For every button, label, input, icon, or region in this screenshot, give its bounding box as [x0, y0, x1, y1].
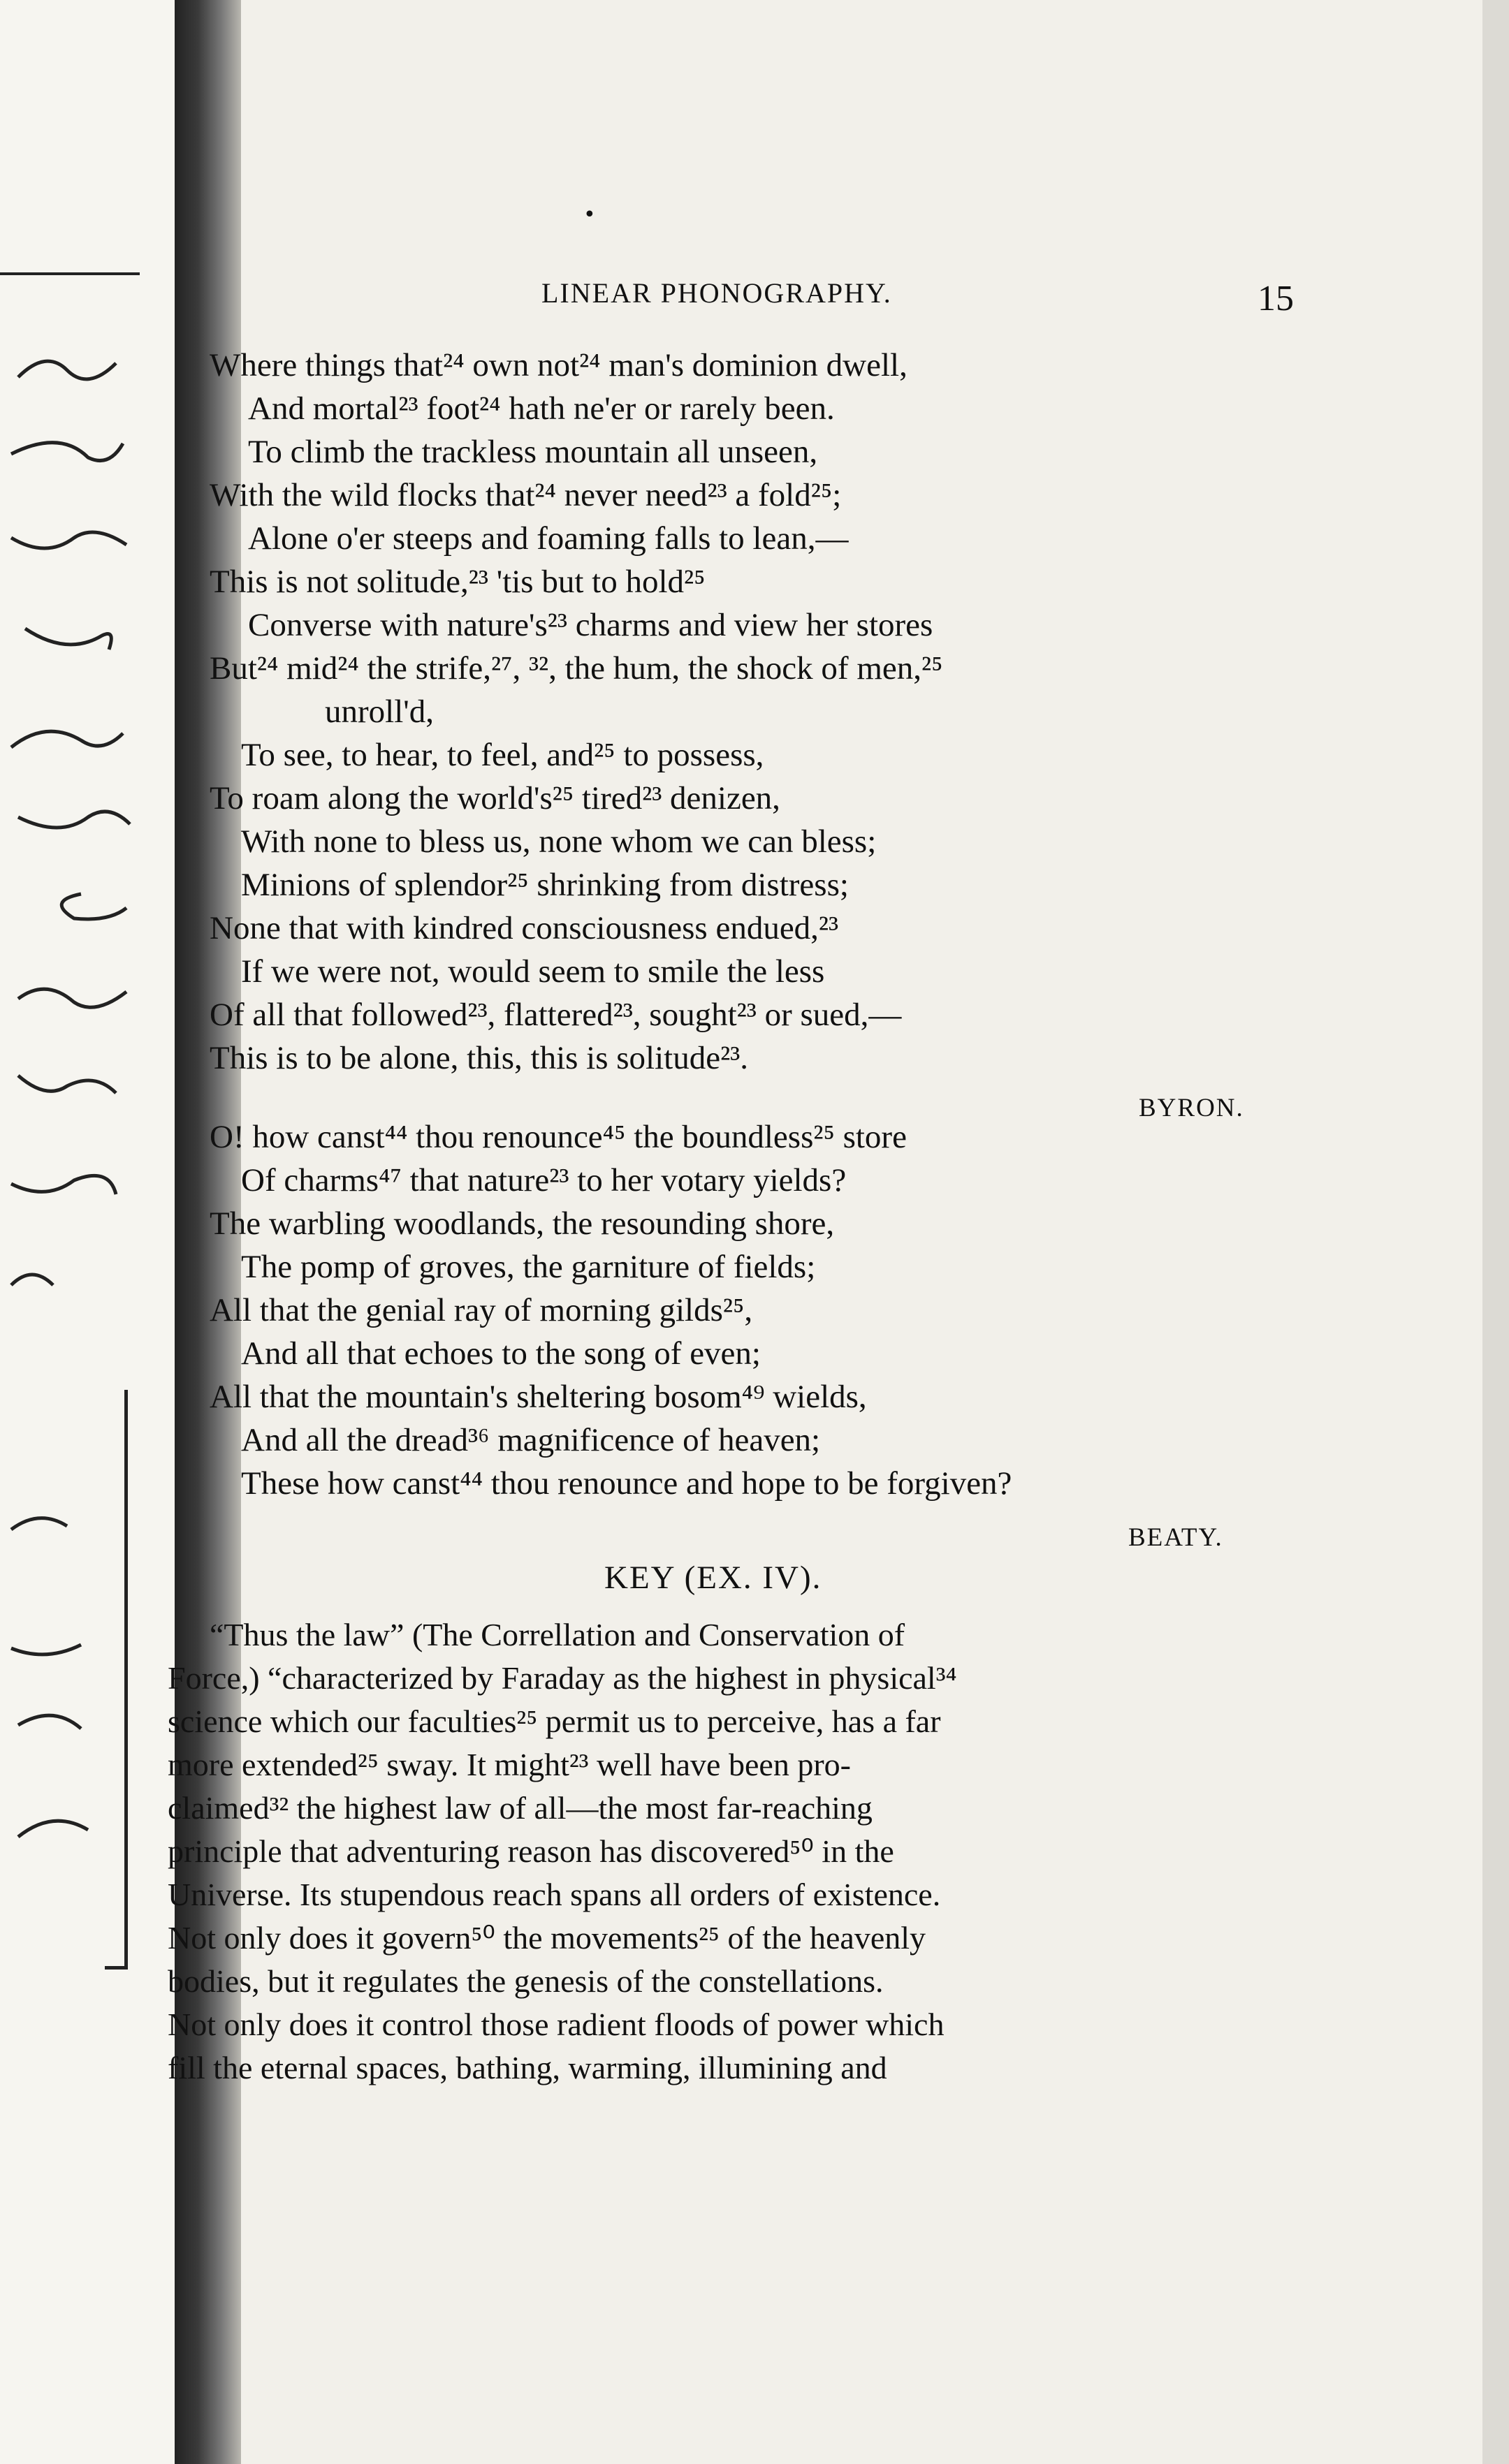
key-line: Not only does it control those radient floods of power which: [168, 2007, 945, 2042]
ink-spot: •: [583, 203, 596, 227]
poem-line: And all the dread³⁶ magnificence of heaven;: [241, 1422, 821, 1458]
poem-line: All that the mountain's sheltering bosom⁴⁹ wields,: [210, 1379, 867, 1415]
poem-line: This is not solitude,²³ 'tis but to hold²⁵: [210, 564, 706, 600]
poem-line: To climb the trackless mountain all unseen,: [248, 434, 818, 470]
poem-line: And all that echoes to the song of even;: [241, 1335, 761, 1372]
key-line: “Thus the law” (The Correllation and Conservation of: [210, 1617, 905, 1652]
poem-line: These how canst⁴⁴ thou renounce and hope to be forgiven?: [241, 1465, 1012, 1502]
shorthand-outline: [4, 1495, 144, 1543]
poem-line: Of charms⁴⁷ that nature²³ to her votary yields?: [241, 1162, 847, 1198]
key-line: Force,) “characterized by Faraday as the highest in physical³⁴: [168, 1660, 957, 1696]
poem-line: With the wild flocks that²⁴ never need²³ a fold²⁵;: [210, 477, 842, 513]
poem-attribution: BEATY.: [1128, 1523, 1223, 1552]
shorthand-outline: [4, 1627, 144, 1676]
shorthand-outline: [4, 971, 144, 1020]
poem-line: Converse with nature's²³ charms and view her stores: [248, 607, 933, 643]
shorthand-outline: [4, 517, 144, 566]
shorthand-outline: [4, 615, 144, 663]
shorthand-outline: [4, 796, 144, 845]
shorthand-outline: [4, 1159, 144, 1208]
poem-line: The pomp of groves, the garniture of fields;: [241, 1249, 816, 1285]
poem-line: To see, to hear, to feel, and²⁵ to possess,: [241, 737, 764, 773]
shorthand-outline: [4, 880, 144, 929]
poem-line: With none to bless us, none whom we can bless;: [241, 823, 877, 860]
key-line: principle that adventuring reason has discovered⁵⁰ in the: [168, 1833, 894, 1869]
poem-line: Alone o'er steeps and foaming falls to lean,—: [248, 520, 849, 557]
key-line: fill the eternal spaces, bathing, warming, illumining and: [168, 2050, 887, 2085]
key-line: science which our faculties²⁵ permit us to perceive, has a far: [168, 1703, 941, 1739]
facing-page-rule: [0, 272, 140, 275]
book-page: [168, 0, 1482, 2464]
page-number: 15: [1258, 279, 1294, 318]
poem-line: O! how canst⁴⁴ thou renounce⁴⁵ the boundless²⁵ store: [210, 1119, 907, 1155]
page-edge-shadow: [1482, 0, 1509, 2464]
poem-line: unroll'd,: [325, 694, 434, 730]
poem-line: The warbling woodlands, the resounding shore,: [210, 1205, 835, 1242]
poem-attribution: BYRON.: [1139, 1094, 1244, 1122]
poem-line: To roam along the world's²⁵ tired²³ denizen,: [210, 780, 780, 816]
poem-line: Minions of splendor²⁵ shrinking from distress;: [241, 867, 849, 903]
shorthand-outline: [4, 426, 144, 475]
poem-line: This is to be alone, this, this is solitude²³.: [210, 1040, 749, 1076]
shorthand-outline: [4, 712, 144, 761]
key-line: more extended²⁵ sway. It might²³ well have been pro-: [168, 1747, 851, 1782]
key-heading: KEY (EX. IV).: [604, 1560, 822, 1596]
key-line: Not only does it govern⁵⁰ the movements²⁵ of the heavenly: [168, 1920, 926, 1956]
poem-line: If we were not, would seem to smile the less: [241, 953, 825, 990]
running-head: LINEAR PHONOGRAPHY.: [541, 277, 892, 309]
facing-page-bracket: [124, 1390, 128, 1970]
poem-line: All that the genial ray of morning gilds²⁵,: [210, 1292, 753, 1328]
shorthand-outline: [4, 1697, 144, 1746]
shorthand-outline: [4, 342, 144, 391]
shorthand-outline: [4, 1802, 144, 1851]
poem-line: And mortal²³ foot²⁴ hath ne'er or rarely been.: [248, 390, 835, 427]
poem-line: Where things that²⁴ own not²⁴ man's dominion dwell,: [210, 347, 907, 383]
key-line: Universe. Its stupendous reach spans all orders of existence.: [168, 1877, 941, 1912]
shorthand-outline: [4, 1257, 144, 1306]
poem-line: Of all that followed²³, flattered²³, sought²³ or sued,—: [210, 997, 902, 1033]
key-line: claimed³² the highest law of all—the most far-reaching: [168, 1790, 873, 1826]
facing-page-shorthand: [0, 0, 177, 2464]
poem-line: None that with kindred consciousness endued,²³: [210, 910, 839, 946]
shorthand-outline: [4, 1062, 144, 1110]
facing-page-bracket-foot: [105, 1966, 126, 1970]
key-line: bodies, but it regulates the genesis of the constellations.: [168, 1963, 884, 1999]
poem-line: But²⁴ mid²⁴ the strife,²⁷, ³², the hum, the shock of men,²⁵: [210, 650, 943, 687]
